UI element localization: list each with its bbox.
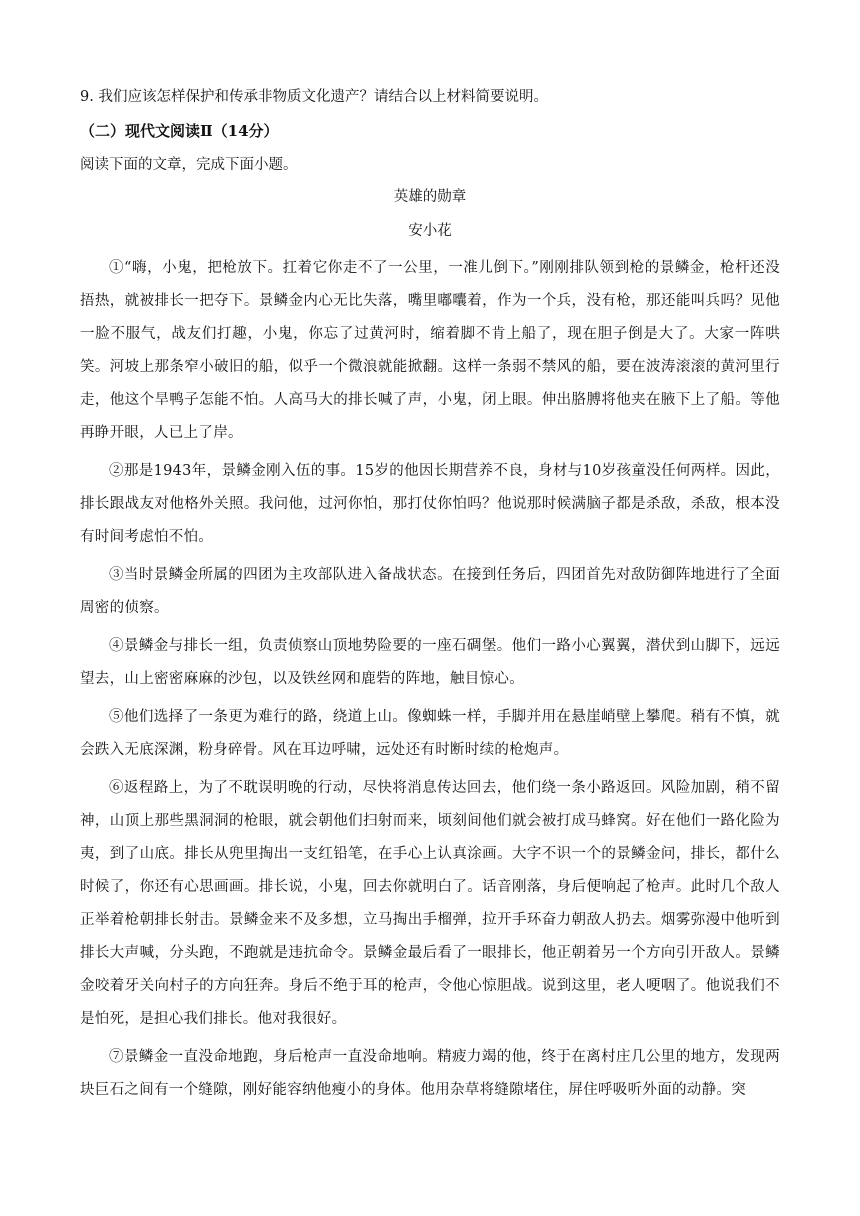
paragraph-7: ⑦景鳞金一直没命地跑，身后枪声一直没命地响。精疲力竭的他，终于在离村庄几公里的地方，发现两块巨石之间有一个缝隙，刚好能容纳他瘦小的身体。他用杂草将缝隙堵住，屏住呼吸听外面的动静。突 bbox=[80, 1049, 780, 1098]
article-author: 安小花 bbox=[408, 223, 452, 239]
article-title: 英雄的勋章 bbox=[393, 189, 467, 205]
paragraph-2: ②那是1943年，景鳞金刚入伍的事。15岁的他因长期营养不良，身材与10岁孩童没任何两样。因此，排长跟战友对他格外关照。我问他，过河你怕，那打仗你怕吗？他说那时候满脑子都是杀敌，杀敌，根本没有时间考虑怕不怕。 bbox=[80, 463, 780, 545]
paragraph-6: ⑥返程路上，为了不耽误明晚的行动，尽快将消息传达回去，他们绕一条小路返回。风险加剧，稍不留神，山顶上那些黑洞洞的枪眼，就会朝他们扫射而来，顷刻间他们就会被打成马蜂窝。好在他们一路化险为夷，到了山底。排长从兜里掏出一支红铅笔，在手心上认真涂画。大字不识一个的景鳞金问，排长，都什么时候了，你还有心思画画。排长说，小鬼，回去你就明白了。话音刚落，身后便响起了枪声。此时几个敌人正举着枪朝排长射击。景鳞金来不及多想，立马掏出手榴弹，拉开手环奋力朝敌人扔去。烟雾弥漫中他听到排长大声喊，分头跑，不跑就是违抗命令。景鳞金最后看了一眼排长，他正朝着另一个方向引开敌人。景鳞金咬着牙关向村子的方向狂奔。身后不绝于耳的枪声，令他心惊胆战。说到这里，老人哽咽了。他说我们不是怕死，是担心我们排长。他对我很好。 bbox=[80, 780, 780, 1027]
reading-instruction: 阅读下面的文章，完成下面小题。 bbox=[80, 157, 298, 173]
paragraph-3: ③当时景鳞金所属的四团为主攻部队进入备战状态。在接到任务后，四团首先对敌防御阵地进行了全面周密的侦察。 bbox=[80, 567, 780, 616]
paragraph-4: ④景鳞金与排长一组，负责侦察山顶地势险要的一座石碉堡。他们一路小心翼翼，潜伏到山脚下，远远望去，山上密密麻麻的沙包，以及铁丝网和鹿砦的阵地，触目惊心。 bbox=[80, 638, 780, 687]
section-heading: （二）现代文阅读Ⅱ（14分） bbox=[80, 122, 279, 140]
paragraph-5: ⑤他们选择了一条更为难行的路，绕道上山。像蜘蛛一样，手脚并用在悬崖峭壁上攀爬。稍有不慎，就会跌入无底深渊，粉身碎骨。风在耳边呼啸，远处还有时断时续的枪炮声。 bbox=[80, 709, 780, 758]
question-9: 9. 我们应该怎样保护和传承非物质文化遗产？请结合以上材料简要说明。 bbox=[80, 89, 548, 105]
paragraph-1: ①“嗨，小鬼，把枪放下。扛着它你走不了一公里，一准儿倒下。”刚刚排队领到枪的景鳞金，枪杆还没捂热，就被排长一把夺下。景鳞金内心无比失落，嘴里嘟囔着，作为一个兵，没有枪，那还能叫兵吗？见他一脸不服气，战友们打趣，小鬼，你忘了过黄河时，缩着脚不肯上船了，现在胆子倒是大了。大家一阵哄笑。河坡上那条窄小破旧的船，似乎一个微浪就能掀翻。这样一条弱不禁风的船，要在波涛滚滚的黄河里行走，他这个旱鸭子怎能不怕。人高马大的排长喊了声，小鬼，闭上眼。伸出胳膊将他夹在腋下上了船。等他再睁开眼，人已上了岸。 bbox=[80, 260, 780, 441]
article-body bbox=[80, 252, 780, 1112]
